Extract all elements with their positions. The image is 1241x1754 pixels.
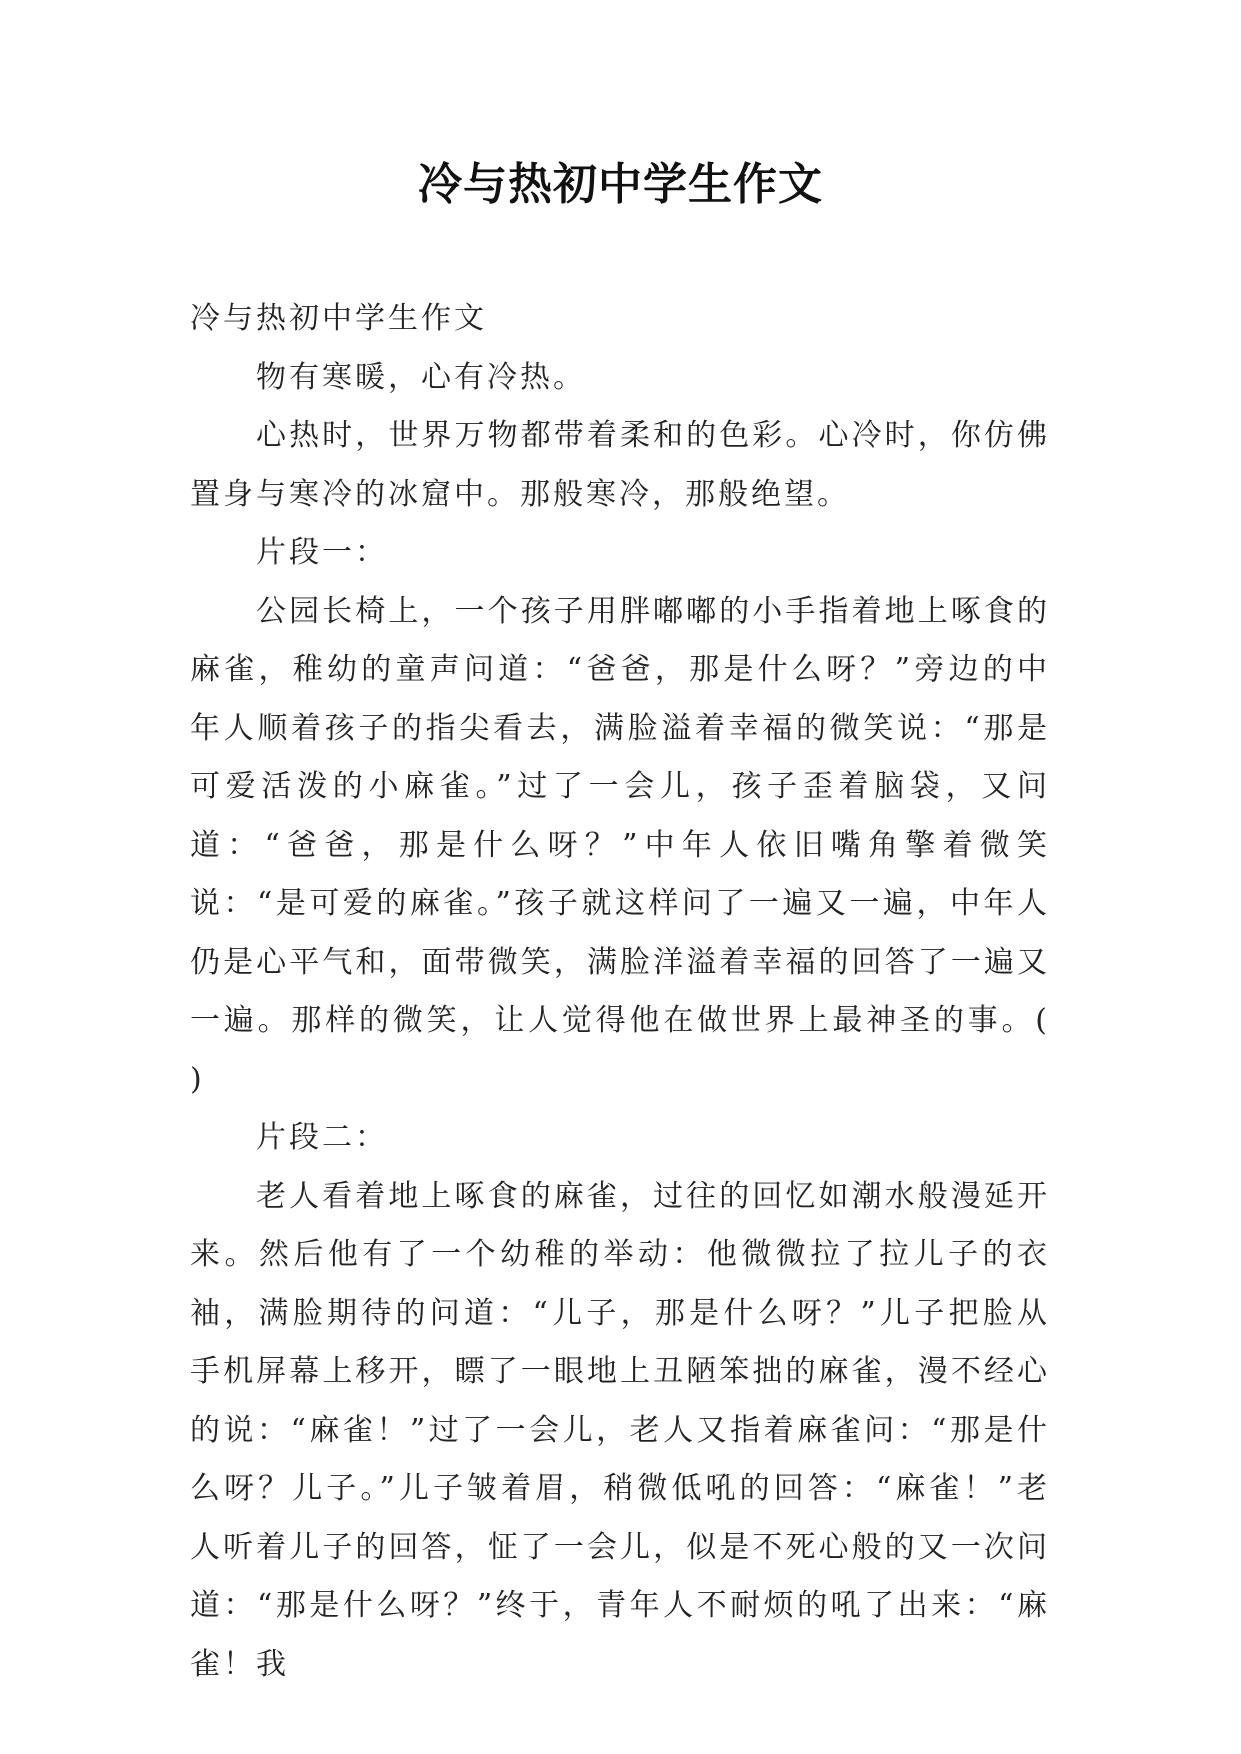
paragraph: 心热时，世界万物都带着柔和的色彩。心冷时，你仿佛置身与寒冷的冰窟中。那般寒冷，那般绝望。 — [190, 418, 1050, 512]
paragraph: 老人看着地上啄食的麻雀，过往的回忆如潮水般漫延开来。然后他有了一个幼稚的举动：他微微拉了拉儿子的衣袖，满脸期待的问道：“儿子，那是什么呀？”儿子把脸从手机屏幕上移开，瞟了一眼地上丑陋笨拙的麻雀，漫不经心的说：“麻雀！”过了一会儿，老人又指着麻雀问：“那是什么呀？儿子。”儿子皱着眉，稍微低吼的回答：“麻雀！”老人听着儿子的回答，怔了一会儿，似是不死心般的又一次问道：“那是什么呀？”终于，青年人不耐烦的吼了出来：“麻雀！我 — [190, 1178, 1050, 1682]
document-title: 冷与热初中学生作文 — [418, 159, 823, 210]
document-body — [190, 290, 1050, 1694]
paragraph: 物有寒暖，心有冷热。 — [256, 359, 586, 395]
paragraph-heading: 冷与热初中学生作文 — [190, 301, 487, 336]
section-label: 片段二： — [256, 1120, 388, 1155]
paragraph: 公园长椅上，一个孩子用胖嘟嘟的小手指着地上啄食的麻雀，稚幼的童声问道：“爸爸，那是什么呀？”旁边的中年人顺着孩子的指尖看去，满脸溢着幸福的微笑说：“那是可爱活泼的小麻雀。”过了一会儿，孩子歪着脑袋，又问道：“爸爸，那是什么呀？”中年人依旧嘴角擎着微笑说：“是可爱的麻雀。”孩子就这样问了一遍又一遍，中年人仍是心平气和，面带微笑，满脸洋溢着幸福的回答了一遍又一遍。那样的微笑，让人觉得他在做世界上最神圣的事。( ) — [190, 593, 1050, 1097]
section-label: 片段一： — [256, 535, 388, 570]
